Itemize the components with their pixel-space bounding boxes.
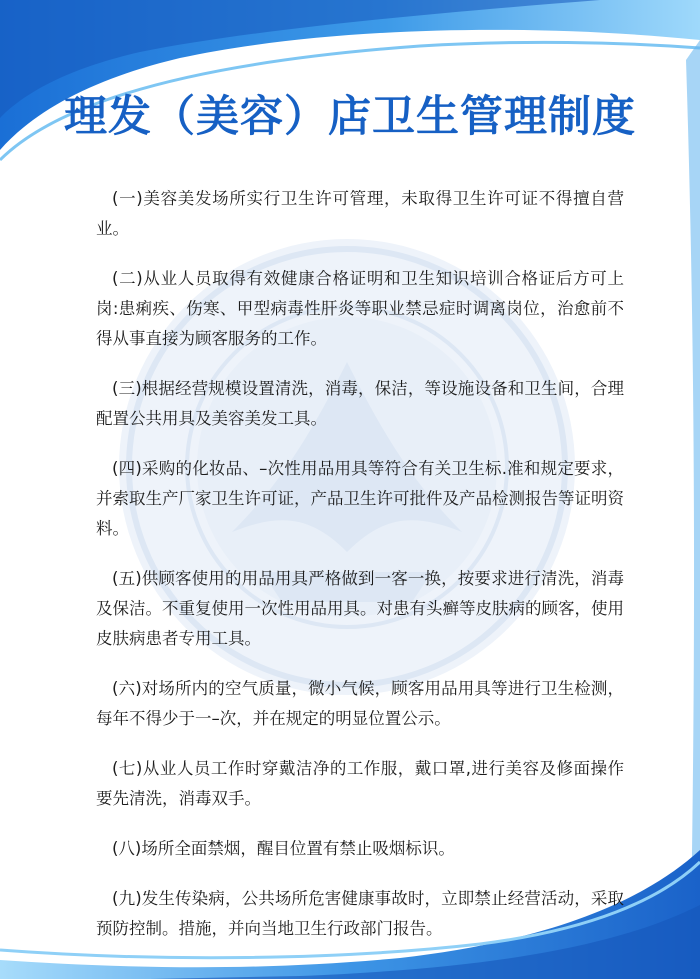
clause-6: (六)对场所内的空气质量，微小气候，顾客用品用具等进行卫生检测，每年不得少于一–次，并在规定的明显位置公示。 <box>96 679 624 728</box>
clause-8: (八)场所全面禁烟，醒目位置有禁止吸烟标识。 <box>112 839 455 858</box>
clause-9: (九)发生传染病，公共场所危害健康事故时，立即禁止经营活动，采取预防控制。措施，并向当地卫生行政部门报告。 <box>96 889 624 938</box>
clause-4: (四)采购的化妆品、–次性用品用具等符合有关卫生标.准和规定要求，并索取生产厂家卫生许可证，产品卫生许可批件及产品检测报告等证明资料。 <box>96 459 624 538</box>
clause-7: (七)从业人员工作时穿戴洁净的工作服，戴口罩,进行美容及修面操作要先清洗，消毒双手。 <box>96 759 624 808</box>
clause-1: (一)美容美发场所实行卫生许可管理，未取得卫生许可证不得擅自营业。 <box>96 189 624 238</box>
clause-3: (三)根据经营规模设置清洗，消毒，保洁，等设施设备和卫生间，合理配置公共用具及美容美发工具。 <box>96 379 624 428</box>
regulation-body <box>96 184 624 964</box>
clause-2: (二)从业人员取得有效健康合格证明和卫生知识培训合格证后方可上岗:患痢疾、伤寒、甲型病毒性肝炎等职业禁忌症时调离岗位，治愈前不得从事直接为顾客服务的工作。 <box>96 269 624 348</box>
clause-5: (五)供顾客使用的用品用具严格做到一客一换，按要求进行清洗，消毒及保洁。不重复使用一次性用品用具。对患有头癣等皮肤病的顾客，使用皮肤病患者专用工具。 <box>96 569 624 648</box>
right-edge-band <box>686 40 700 979</box>
page-title: 理发（美容）店卫生管理制度 <box>64 92 636 142</box>
